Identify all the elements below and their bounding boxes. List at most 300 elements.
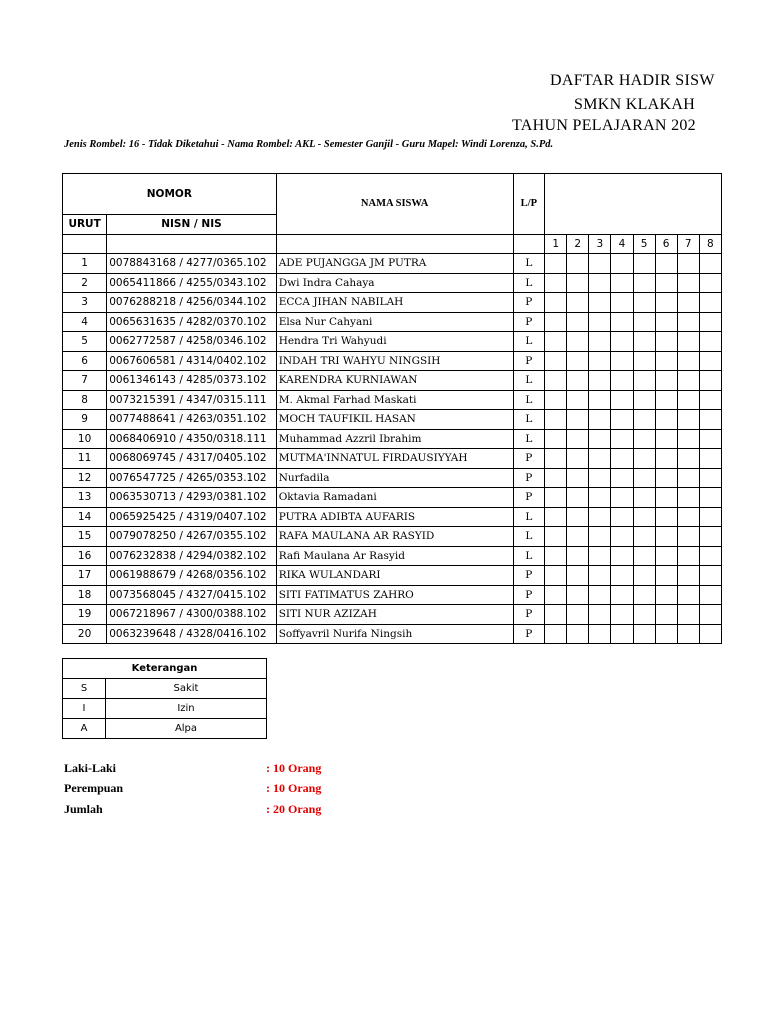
- attendance-cell[interactable]: [633, 351, 655, 371]
- attendance-cell[interactable]: [677, 332, 699, 352]
- row-student-name: Rafi Maulana Ar Rasyid: [276, 546, 513, 566]
- row-nisn: 0068406910 / 4350/0318.111: [107, 429, 276, 449]
- row-number: 12: [63, 468, 107, 488]
- attendance-cell[interactable]: [567, 468, 589, 488]
- row-student-name: RAFA MAULANA AR RASYID: [276, 527, 513, 547]
- attendance-cell[interactable]: [633, 468, 655, 488]
- table-row: [63, 410, 722, 430]
- row-nisn: 0076288218 / 4256/0344.102: [107, 293, 276, 313]
- row-number: 6: [63, 351, 107, 371]
- row-nisn: 0076547725 / 4265/0353.102: [107, 468, 276, 488]
- attendance-cell[interactable]: [677, 351, 699, 371]
- attendance-cell[interactable]: [677, 429, 699, 449]
- attendance-cell[interactable]: [655, 546, 677, 566]
- school-name: SMKN KLAKAH: [574, 96, 696, 113]
- attendance-cell[interactable]: [545, 312, 567, 332]
- attendance-cell[interactable]: [567, 332, 589, 352]
- attendance-cell[interactable]: [611, 410, 633, 430]
- row-nisn: 0079078250 / 4267/0355.102: [107, 527, 276, 547]
- attendance-cell[interactable]: [655, 332, 677, 352]
- row-number: 13: [63, 488, 107, 508]
- attendance-cell[interactable]: [545, 605, 567, 625]
- attendance-cell[interactable]: [677, 605, 699, 625]
- legend-description: Sakit: [106, 679, 267, 699]
- attendance-cell[interactable]: [611, 273, 633, 293]
- attendance-cell[interactable]: [633, 312, 655, 332]
- header-meeting-group: [545, 174, 722, 235]
- attendance-cell[interactable]: [677, 546, 699, 566]
- attendance-cell[interactable]: [699, 546, 721, 566]
- attendance-cell[interactable]: [677, 507, 699, 527]
- attendance-cell[interactable]: [545, 507, 567, 527]
- table-row: [63, 449, 722, 469]
- row-number: 1: [63, 254, 107, 274]
- attendance-cell[interactable]: [677, 468, 699, 488]
- attendance-table-wrapper: [62, 173, 714, 643]
- row-student-name: SITI FATIMATUS ZAHRO: [276, 585, 513, 605]
- attendance-cell[interactable]: [589, 312, 611, 332]
- attendance-cell[interactable]: [611, 566, 633, 586]
- attendance-cell[interactable]: [677, 312, 699, 332]
- attendance-cell[interactable]: [567, 449, 589, 469]
- day-header: 6: [655, 234, 677, 254]
- attendance-cell[interactable]: [589, 429, 611, 449]
- attendance-cell[interactable]: [567, 546, 589, 566]
- document-title: DAFTAR HADIR SISW: [550, 72, 715, 89]
- attendance-cell[interactable]: [567, 566, 589, 586]
- row-number: 20: [63, 624, 107, 644]
- row-gender: L: [513, 527, 545, 547]
- row-nisn: 0068069745 / 4317/0405.102: [107, 449, 276, 469]
- attendance-cell[interactable]: [567, 429, 589, 449]
- attendance-cell[interactable]: [699, 468, 721, 488]
- attendance-cell[interactable]: [655, 273, 677, 293]
- attendance-cell[interactable]: [699, 527, 721, 547]
- table-row: [63, 332, 722, 352]
- attendance-cell[interactable]: [589, 449, 611, 469]
- attendance-cell[interactable]: [589, 566, 611, 586]
- attendance-cell[interactable]: [633, 429, 655, 449]
- row-gender: L: [513, 429, 545, 449]
- row-student-name: PUTRA ADIBTA AUFARIS: [276, 507, 513, 527]
- attendance-cell[interactable]: [633, 585, 655, 605]
- attendance-cell[interactable]: [633, 488, 655, 508]
- row-number: 2: [63, 273, 107, 293]
- attendance-cell[interactable]: [633, 410, 655, 430]
- attendance-cell[interactable]: [655, 566, 677, 586]
- table-row: [63, 429, 722, 449]
- row-gender: L: [513, 546, 545, 566]
- attendance-cell[interactable]: [677, 566, 699, 586]
- attendance-cell[interactable]: [633, 624, 655, 644]
- row-nisn: 0067218967 / 4300/0388.102: [107, 605, 276, 625]
- attendance-cell[interactable]: [633, 390, 655, 410]
- row-number: 4: [63, 312, 107, 332]
- attendance-cell[interactable]: [677, 254, 699, 274]
- summary-value: : 20 Orang: [266, 802, 322, 816]
- attendance-cell[interactable]: [589, 390, 611, 410]
- attendance-cell[interactable]: [589, 507, 611, 527]
- attendance-cell[interactable]: [699, 293, 721, 313]
- table-row: [63, 293, 722, 313]
- table-row: [63, 468, 722, 488]
- attendance-cell[interactable]: [655, 449, 677, 469]
- attendance-cell[interactable]: [545, 293, 567, 313]
- row-number: 14: [63, 507, 107, 527]
- header-lp: L/P: [513, 174, 545, 235]
- attendance-cell[interactable]: [611, 507, 633, 527]
- day-header: 2: [567, 234, 589, 254]
- attendance-cell[interactable]: [699, 566, 721, 586]
- empty-cell: [107, 234, 276, 254]
- attendance-cell[interactable]: [611, 390, 633, 410]
- row-gender: L: [513, 273, 545, 293]
- attendance-cell[interactable]: [633, 254, 655, 274]
- attendance-cell[interactable]: [655, 390, 677, 410]
- attendance-cell[interactable]: [655, 371, 677, 391]
- attendance-cell[interactable]: [567, 273, 589, 293]
- attendance-cell[interactable]: [699, 449, 721, 469]
- attendance-cell[interactable]: [677, 488, 699, 508]
- row-nisn: 0065925425 / 4319/0407.102: [107, 507, 276, 527]
- attendance-cell[interactable]: [655, 351, 677, 371]
- row-gender: L: [513, 254, 545, 274]
- attendance-cell[interactable]: [589, 273, 611, 293]
- attendance-cell[interactable]: [611, 332, 633, 352]
- attendance-cell[interactable]: [633, 605, 655, 625]
- attendance-cell[interactable]: [567, 527, 589, 547]
- row-student-name: RIKA WULANDARI: [276, 566, 513, 586]
- row-nisn: 0067606581 / 4314/0402.102: [107, 351, 276, 371]
- row-nisn: 0065631635 / 4282/0370.102: [107, 312, 276, 332]
- attendance-cell[interactable]: [589, 371, 611, 391]
- row-gender: L: [513, 507, 545, 527]
- attendance-cell[interactable]: [633, 507, 655, 527]
- attendance-cell[interactable]: [633, 293, 655, 313]
- row-student-name: Nurfadila: [276, 468, 513, 488]
- row-student-name: INDAH TRI WAHYU NINGSIH: [276, 351, 513, 371]
- table-row: [63, 390, 722, 410]
- summary-label: Perempuan: [64, 781, 124, 795]
- header-nisn: NISN / NIS: [107, 215, 276, 235]
- attendance-cell[interactable]: [611, 488, 633, 508]
- empty-cell: [513, 234, 545, 254]
- row-nisn: 0061988679 / 4268/0356.102: [107, 566, 276, 586]
- table-row: [63, 312, 722, 332]
- attendance-cell[interactable]: [699, 605, 721, 625]
- class-info: Jenis Rombel: 16 - Tidak Diketahui - Nama Rombel: AKL - Semester Ganjil - Guru Mapel: Windi Lorenza, S.Pd.: [64, 139, 554, 150]
- attendance-cell[interactable]: [677, 371, 699, 391]
- header-urut: URUT: [63, 215, 107, 235]
- row-number: 19: [63, 605, 107, 625]
- table-row: [63, 585, 722, 605]
- row-gender: P: [513, 566, 545, 586]
- attendance-cell[interactable]: [545, 371, 567, 391]
- row-student-name: SITI NUR AZIZAH: [276, 605, 513, 625]
- day-header: 8: [699, 234, 721, 254]
- attendance-cell[interactable]: [545, 546, 567, 566]
- attendance-cell[interactable]: [699, 312, 721, 332]
- attendance-cell[interactable]: [567, 410, 589, 430]
- attendance-cell[interactable]: [589, 468, 611, 488]
- legend-table: [62, 658, 267, 739]
- row-nisn: 0063530713 / 4293/0381.102: [107, 488, 276, 508]
- attendance-cell[interactable]: [655, 429, 677, 449]
- row-number: 5: [63, 332, 107, 352]
- row-student-name: Oktavia Ramadani: [276, 488, 513, 508]
- row-student-name: M. Akmal Farhad Maskati: [276, 390, 513, 410]
- attendance-cell[interactable]: [655, 468, 677, 488]
- attendance-cell[interactable]: [589, 488, 611, 508]
- attendance-cell[interactable]: [699, 390, 721, 410]
- row-number: 9: [63, 410, 107, 430]
- attendance-cell[interactable]: [633, 546, 655, 566]
- summary-label: Jumlah: [64, 802, 103, 816]
- table-row: [63, 507, 722, 527]
- attendance-cell[interactable]: [545, 429, 567, 449]
- attendance-cell[interactable]: [611, 585, 633, 605]
- table-row: [63, 371, 722, 391]
- row-gender: L: [513, 410, 545, 430]
- attendance-cell[interactable]: [699, 410, 721, 430]
- attendance-cell[interactable]: [655, 254, 677, 274]
- header-nomor: NOMOR: [63, 174, 277, 215]
- row-nisn: 0077488641 / 4263/0351.102: [107, 410, 276, 430]
- attendance-cell[interactable]: [611, 449, 633, 469]
- day-number-row: [63, 234, 722, 254]
- attendance-cell[interactable]: [611, 429, 633, 449]
- attendance-cell[interactable]: [545, 351, 567, 371]
- attendance-cell[interactable]: [611, 605, 633, 625]
- attendance-cell[interactable]: [699, 332, 721, 352]
- row-nisn: 0061346143 / 4285/0373.102: [107, 371, 276, 391]
- row-student-name: KARENDRA KURNIAWAN: [276, 371, 513, 391]
- attendance-cell[interactable]: [545, 585, 567, 605]
- attendance-cell[interactable]: [677, 527, 699, 547]
- attendance-cell[interactable]: [589, 410, 611, 430]
- attendance-cell[interactable]: [677, 624, 699, 644]
- attendance-cell[interactable]: [633, 371, 655, 391]
- attendance-cell[interactable]: [611, 546, 633, 566]
- row-nisn: 0073215391 / 4347/0315.111: [107, 390, 276, 410]
- day-header: 4: [611, 234, 633, 254]
- summary-value: : 10 Orang: [266, 761, 322, 775]
- attendance-cell[interactable]: [611, 293, 633, 313]
- row-student-name: Soffyavril Nurifa Ningsih: [276, 624, 513, 644]
- row-gender: P: [513, 585, 545, 605]
- attendance-cell[interactable]: [699, 624, 721, 644]
- row-student-name: Muhammad Azzril Ibrahim: [276, 429, 513, 449]
- attendance-cell[interactable]: [567, 605, 589, 625]
- attendance-cell[interactable]: [545, 410, 567, 430]
- attendance-cell[interactable]: [589, 351, 611, 371]
- attendance-cell[interactable]: [655, 605, 677, 625]
- row-student-name: Dwi Indra Cahaya: [276, 273, 513, 293]
- day-header: 1: [545, 234, 567, 254]
- row-number: 10: [63, 429, 107, 449]
- row-number: 3: [63, 293, 107, 313]
- row-gender: L: [513, 390, 545, 410]
- attendance-cell[interactable]: [567, 390, 589, 410]
- attendance-cell[interactable]: [633, 332, 655, 352]
- attendance-cell[interactable]: [699, 371, 721, 391]
- table-row: [63, 254, 722, 274]
- attendance-cell[interactable]: [699, 351, 721, 371]
- attendance-cell[interactable]: [655, 410, 677, 430]
- attendance-cell[interactable]: [655, 507, 677, 527]
- empty-cell: [276, 234, 513, 254]
- row-student-name: Elsa Nur Cahyani: [276, 312, 513, 332]
- attendance-cell[interactable]: [677, 449, 699, 469]
- row-gender: P: [513, 312, 545, 332]
- row-gender: L: [513, 332, 545, 352]
- summary-label: Laki-Laki: [64, 761, 117, 775]
- attendance-cell[interactable]: [611, 371, 633, 391]
- attendance-cell[interactable]: [567, 624, 589, 644]
- attendance-cell[interactable]: [655, 488, 677, 508]
- attendance-cell[interactable]: [567, 351, 589, 371]
- row-nisn: 0073568045 / 4327/0415.102: [107, 585, 276, 605]
- row-number: 8: [63, 390, 107, 410]
- attendance-cell[interactable]: [545, 254, 567, 274]
- row-nisn: 0063239648 / 4328/0416.102: [107, 624, 276, 644]
- legend-row: [63, 719, 267, 739]
- attendance-cell[interactable]: [567, 371, 589, 391]
- row-number: 18: [63, 585, 107, 605]
- legend-title: Keterangan: [63, 659, 267, 679]
- row-gender: P: [513, 351, 545, 371]
- row-student-name: MUTMA'INNATUL FIRDAUSIYYAH: [276, 449, 513, 469]
- attendance-cell[interactable]: [611, 468, 633, 488]
- day-header: 7: [677, 234, 699, 254]
- attendance-cell[interactable]: [545, 624, 567, 644]
- attendance-cell[interactable]: [677, 293, 699, 313]
- attendance-cell[interactable]: [545, 566, 567, 586]
- attendance-cell[interactable]: [611, 351, 633, 371]
- attendance-cell[interactable]: [589, 605, 611, 625]
- table-row: [63, 605, 722, 625]
- day-header: 3: [589, 234, 611, 254]
- attendance-cell[interactable]: [699, 507, 721, 527]
- attendance-cell[interactable]: [655, 527, 677, 547]
- attendance-cell[interactable]: [567, 507, 589, 527]
- attendance-cell[interactable]: [567, 254, 589, 274]
- row-number: 15: [63, 527, 107, 547]
- table-row: [63, 351, 722, 371]
- row-gender: P: [513, 293, 545, 313]
- legend-row: [63, 679, 267, 699]
- attendance-cell[interactable]: [655, 293, 677, 313]
- row-number: 7: [63, 371, 107, 391]
- header-nama-siswa: NAMA SISWA: [276, 174, 513, 235]
- attendance-cell[interactable]: [677, 585, 699, 605]
- legend-code: A: [63, 719, 106, 739]
- row-nisn: 0062772587 / 4258/0346.102: [107, 332, 276, 352]
- attendance-cell[interactable]: [677, 390, 699, 410]
- empty-cell: [63, 234, 107, 254]
- attendance-cell[interactable]: [699, 585, 721, 605]
- day-header: 5: [633, 234, 655, 254]
- attendance-cell[interactable]: [633, 527, 655, 547]
- row-gender: P: [513, 468, 545, 488]
- attendance-cell[interactable]: [589, 585, 611, 605]
- row-student-name: ADE PUJANGGA JM PUTRA: [276, 254, 513, 274]
- table-row: [63, 527, 722, 547]
- attendance-cell[interactable]: [611, 254, 633, 274]
- attendance-cell[interactable]: [699, 488, 721, 508]
- row-gender: L: [513, 371, 545, 391]
- legend-code: I: [63, 699, 106, 719]
- attendance-cell[interactable]: [545, 273, 567, 293]
- attendance-cell[interactable]: [545, 527, 567, 547]
- attendance-cell[interactable]: [589, 624, 611, 644]
- summary-value: : 10 Orang: [266, 781, 322, 795]
- row-gender: P: [513, 605, 545, 625]
- attendance-cell[interactable]: [677, 273, 699, 293]
- attendance-cell[interactable]: [655, 312, 677, 332]
- attendance-cell[interactable]: [567, 312, 589, 332]
- table-row: [63, 566, 722, 586]
- attendance-cell[interactable]: [611, 624, 633, 644]
- attendance-cell[interactable]: [611, 527, 633, 547]
- attendance-cell[interactable]: [589, 332, 611, 352]
- attendance-cell[interactable]: [633, 566, 655, 586]
- attendance-cell[interactable]: [545, 332, 567, 352]
- academic-year: TAHUN PELAJARAN 202: [512, 117, 696, 134]
- row-nisn: 0076232838 / 4294/0382.102: [107, 546, 276, 566]
- attendance-cell[interactable]: [699, 273, 721, 293]
- attendance-cell[interactable]: [545, 468, 567, 488]
- attendance-cell[interactable]: [567, 488, 589, 508]
- attendance-cell[interactable]: [655, 585, 677, 605]
- row-number: 11: [63, 449, 107, 469]
- attendance-cell[interactable]: [611, 312, 633, 332]
- attendance-table: [62, 173, 722, 644]
- attendance-cell[interactable]: [677, 410, 699, 430]
- legend-description: Alpa: [106, 719, 267, 739]
- attendance-cell[interactable]: [567, 293, 589, 313]
- attendance-cell[interactable]: [633, 449, 655, 469]
- legend-code: S: [63, 679, 106, 699]
- attendance-cell[interactable]: [589, 527, 611, 547]
- table-row: [63, 624, 722, 644]
- attendance-cell[interactable]: [633, 273, 655, 293]
- attendance-cell[interactable]: [567, 585, 589, 605]
- row-student-name: MOCH TAUFIKIL HASAN: [276, 410, 513, 430]
- attendance-cell[interactable]: [589, 254, 611, 274]
- attendance-cell[interactable]: [699, 254, 721, 274]
- attendance-cell[interactable]: [545, 390, 567, 410]
- row-student-name: Hendra Tri Wahyudi: [276, 332, 513, 352]
- attendance-cell[interactable]: [589, 546, 611, 566]
- attendance-cell[interactable]: [699, 429, 721, 449]
- row-gender: P: [513, 488, 545, 508]
- row-gender: P: [513, 449, 545, 469]
- row-nisn: 0065411866 / 4255/0343.102: [107, 273, 276, 293]
- attendance-cell[interactable]: [589, 293, 611, 313]
- row-number: 17: [63, 566, 107, 586]
- row-number: 16: [63, 546, 107, 566]
- row-gender: P: [513, 624, 545, 644]
- row-nisn: 0078843168 / 4277/0365.102: [107, 254, 276, 274]
- attendance-cell[interactable]: [545, 449, 567, 469]
- table-row: [63, 488, 722, 508]
- attendance-cell[interactable]: [655, 624, 677, 644]
- legend-description: Izin: [106, 699, 267, 719]
- legend-row: [63, 699, 267, 719]
- attendance-cell[interactable]: [545, 488, 567, 508]
- table-row: [63, 546, 722, 566]
